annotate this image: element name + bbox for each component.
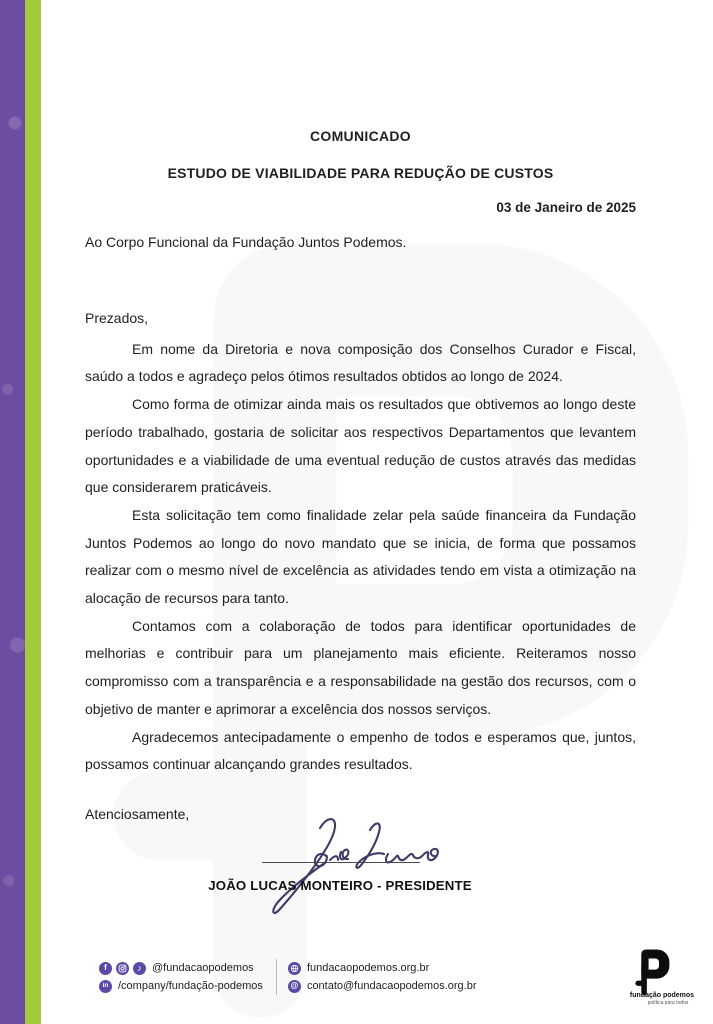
document-date: 03 de Janeiro de 2025 bbox=[496, 200, 636, 215]
footer-contact-column bbox=[288, 962, 477, 993]
closing-line: Atenciosamente, bbox=[85, 805, 190, 822]
document-subtitle: ESTUDO DE VIABILIDADE PARA REDUÇÃO DE CUSTOS bbox=[167, 165, 554, 181]
brand-tagline: política para todos bbox=[647, 1000, 689, 1006]
footer-email-row bbox=[288, 980, 477, 993]
tiktok-icon[interactable]: ♪ bbox=[133, 962, 146, 975]
email-address[interactable]: contato@fundacaopodemos.org.br bbox=[306, 980, 477, 992]
footer-social-column bbox=[99, 962, 263, 993]
paragraph: Agradecemos antecipadamente o empenho de todos e esperamos que, juntos, possamos continuar alcançando grandes resultados. bbox=[85, 728, 636, 773]
left-stripe-purple bbox=[0, 0, 25, 1024]
footer-social-row bbox=[99, 962, 263, 975]
paragraph: Esta solicitação tem como finalidade zelar pela saúde financeira da Fundação Juntos Podemos ao longo do novo mandato que se inicia, de forma que possamos realizar com o mesmo nível de excelência as atividades tendo em vista a otimização na alocação de recursos para tanto. bbox=[85, 506, 636, 607]
signature-image bbox=[242, 810, 457, 918]
brand-name: fundação podemos bbox=[629, 992, 695, 999]
email-icon[interactable]: @ bbox=[288, 980, 301, 993]
footer-website-row bbox=[288, 962, 477, 975]
salutation: Prezados, bbox=[85, 310, 149, 326]
website-url[interactable]: fundacaopodemos.org.br bbox=[306, 962, 430, 974]
globe-icon[interactable] bbox=[288, 962, 301, 975]
letter-body bbox=[85, 305, 636, 779]
paragraph: Como forma de otimizar ainda mais os resultados que obtivemos ao longo deste período trabalhado, gostaria de solicitar aos respectivos Departamentos que levantem oportunidades e a viabilidade de uma eventual redução de custos através das medidas que considerarem praticáveis. bbox=[85, 396, 636, 496]
social-handle[interactable]: @fundacaopodemos bbox=[152, 962, 254, 974]
paragraph: Em nome da Diretoria e nova composição dos Conselhos Curador e Fiscal, saúdo a todos e agradeço pelos ótimos resultados obtidos ao longo de 2024. bbox=[85, 340, 636, 385]
signature-name: JOÃO LUCAS MONTEIRO - PRESIDENTE bbox=[208, 878, 472, 893]
document-title: COMUNICADO bbox=[310, 128, 411, 144]
footer-linkedin-row bbox=[99, 980, 263, 993]
linkedin-handle[interactable]: /company/fundação-podemos bbox=[118, 980, 263, 992]
instagram-icon[interactable] bbox=[116, 962, 129, 975]
letter-content bbox=[85, 0, 636, 822]
paragraph: Contamos com a colaboração de todos para identificar oportunidades de melhorias e contribuir para um planejamento mais eficiente. Reiteramos nosso compromisso com a transparência e a responsabilidade na gestão dos recursos, com o objetivo de manter e aprimorar a excelência dos nossos serviços. bbox=[85, 617, 636, 717]
left-stripe-green bbox=[25, 0, 41, 1024]
footer-divider bbox=[276, 959, 277, 995]
facebook-icon[interactable]: f bbox=[99, 962, 112, 975]
brand-logo-icon bbox=[628, 946, 674, 998]
brand-logo bbox=[605, 946, 697, 1006]
recipient-line: Ao Corpo Funcional da Fundação Juntos Podemos. bbox=[85, 234, 407, 250]
linkedin-icon[interactable]: in bbox=[99, 980, 112, 993]
